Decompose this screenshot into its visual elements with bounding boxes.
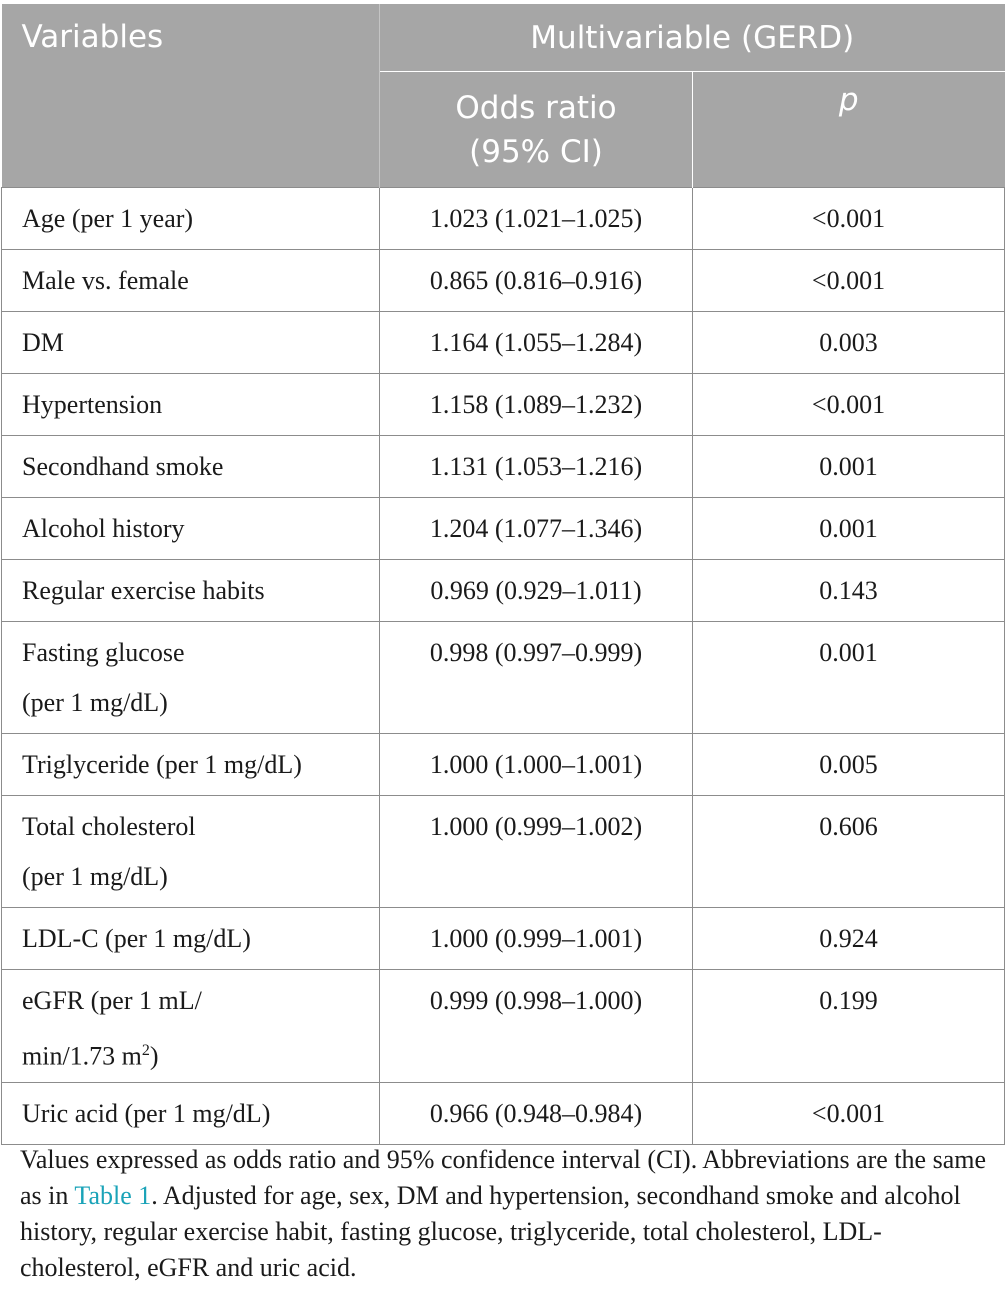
header-multivariable: Multivariable (GERD) [380, 4, 1005, 72]
odds-ratio-cell: 1.158 (1.089–1.232) [380, 374, 693, 436]
p-value-cell: 0.143 [693, 560, 1005, 622]
table-row [2, 250, 1005, 312]
variable-cell: Hypertension [2, 374, 380, 436]
table-row [2, 970, 1005, 1083]
variable-cell: DM [2, 312, 380, 374]
header-odds-ratio: Odds ratio (95% CI) [380, 72, 693, 188]
odds-ratio-cell: 1.023 (1.021–1.025) [380, 188, 693, 250]
p-value-cell: 0.005 [693, 734, 1005, 796]
odds-ratio-cell: 1.000 (0.999–1.002) [380, 796, 693, 908]
variable-cell: eGFR (per 1 mL/ min/1.73 $m^2$) [2, 970, 380, 1083]
variable-cell: Age (per 1 year) [2, 188, 380, 250]
odds-ratio-cell: 0.969 (0.929–1.011) [380, 560, 693, 622]
p-value-cell: 0.606 [693, 796, 1005, 908]
odds-ratio-cell: 0.966 (0.948–0.984) [380, 1082, 693, 1144]
p-value-cell: <0.001 [693, 188, 1005, 250]
odds-ratio-cell: 1.000 (1.000–1.001) [380, 734, 693, 796]
odds-ratio-cell: 0.865 (0.816–0.916) [380, 250, 693, 312]
variable-cell: Uric acid (per 1 mg/dL) [2, 1082, 380, 1144]
table-row [2, 312, 1005, 374]
p-value-cell: <0.001 [693, 250, 1005, 312]
variable-cell: Triglyceride (per 1 mg/dL) [2, 734, 380, 796]
odds-ratio-cell: 0.998 (0.997–0.999) [380, 622, 693, 734]
odds-ratio-cell: 0.999 (0.998–1.000) [380, 970, 693, 1083]
table-row [2, 1082, 1005, 1144]
header-variables: Variables [2, 4, 380, 188]
odds-ratio-cell: 1.000 (0.999–1.001) [380, 908, 693, 970]
p-value-cell: <0.001 [693, 374, 1005, 436]
table-row [2, 796, 1005, 908]
p-value-cell: 0.001 [693, 498, 1005, 560]
table-footnote: Values expressed as odds ratio and 95% confidence interval (CI). Abbreviations are the same as in Table 1. Adjusted for age, sex, DM and hypertension, secondhand smoke and alcohol history, regular exercise habit, fasting glucose, triglyceride, total cholesterol, LDL-cholesterol, eGFR and uric acid. [20, 1145, 987, 1282]
p-value-cell: 0.003 [693, 312, 1005, 374]
p-value-cell: 0.199 [693, 970, 1005, 1083]
p-value-cell: 0.001 [693, 622, 1005, 734]
variable-cell: Total cholesterol (per 1 mg/dL) [2, 796, 380, 908]
table-row [2, 436, 1005, 498]
odds-ratio-cell: 1.131 (1.053–1.216) [380, 436, 693, 498]
p-value-cell: 0.924 [693, 908, 1005, 970]
variable-cell: Male vs. female [2, 250, 380, 312]
header-p: p [693, 72, 1005, 188]
variable-cell: Regular exercise habits [2, 560, 380, 622]
table-row [2, 188, 1005, 250]
odds-ratio-cell: 1.164 (1.055–1.284) [380, 312, 693, 374]
table-row [2, 498, 1005, 560]
variable-cell: LDL-C (per 1 mg/dL) [2, 908, 380, 970]
table-row [2, 908, 1005, 970]
p-value-cell: <0.001 [693, 1082, 1005, 1144]
variable-cell: Alcohol history [2, 498, 380, 560]
table-1-link[interactable]: Table 1 [74, 1181, 152, 1210]
p-value-cell: 0.001 [693, 436, 1005, 498]
variable-cell: Fasting glucose (per 1 mg/dL) [2, 622, 380, 734]
table-row [2, 374, 1005, 436]
results-table [1, 4, 1005, 1145]
variable-cell: Secondhand smoke [2, 436, 380, 498]
odds-ratio-cell: 1.204 (1.077–1.346) [380, 498, 693, 560]
table-row [2, 560, 1005, 622]
table-row [2, 622, 1005, 734]
table-row [2, 734, 1005, 796]
